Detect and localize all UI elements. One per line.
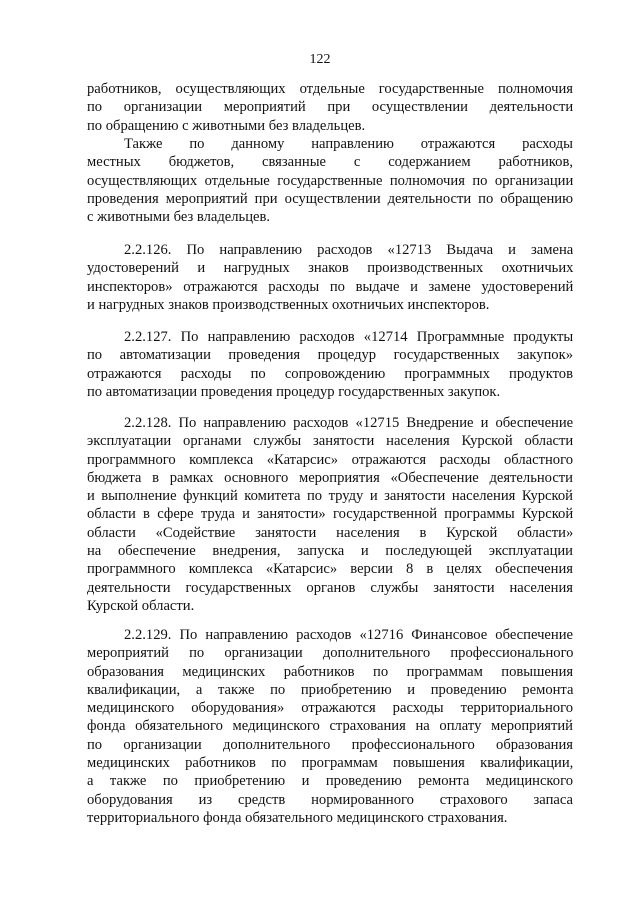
paragraph-2-2-128 bbox=[87, 414, 573, 615]
paragraph-line: медицинских работников по программам повышения квалификации, bbox=[87, 755, 574, 772]
page-number: 122 bbox=[309, 52, 331, 67]
paragraph-line: программного комплекса «Катарсис» версии 8 в целях обеспечения bbox=[87, 561, 573, 578]
paragraph-line: на обеспечение внедрения, запуска и последующей эксплуатации bbox=[87, 543, 573, 560]
paragraph-2-2-127 bbox=[87, 328, 573, 401]
paragraph-line: по обращению с животными без владельцев. bbox=[87, 117, 366, 134]
paragraph-line: мероприятий по организации дополнительного профессионального bbox=[87, 645, 574, 662]
paragraph-line: 2.2.128. По направлению расходов «12715 Внедрение и обеспечение bbox=[124, 415, 574, 431]
paragraph-line: и выполнение функций комитета по труду и занятости населения Курской bbox=[87, 488, 573, 505]
paragraph-line: а также по приобретению и проведению ремонта медицинского bbox=[87, 773, 573, 790]
paragraph-line: области «Содействие занятости населения в Курской области» bbox=[87, 524, 574, 541]
paragraph-line: оборудования из средств нормированного страхового запаса bbox=[87, 791, 573, 808]
paragraph-line: отражаются расходы по сопровождению программных продуктов bbox=[87, 365, 573, 382]
paragraph-line: деятельности государственных органов службы занятости населения bbox=[87, 579, 573, 596]
paragraph-line: программного комплекса «Катарсис» отражаются расходы областного bbox=[87, 451, 573, 468]
paragraph-2-2-126 bbox=[87, 241, 573, 314]
paragraph-line: бюджета в рамках основного мероприятия «Обеспечение деятельности bbox=[87, 469, 573, 486]
paragraph-line: 2.2.127. По направлению расходов «12714 Программные продукты bbox=[124, 329, 574, 345]
paragraph-line: образования медицинских работников по программам повышения bbox=[87, 663, 574, 680]
paragraph-line: квалификации, а также по приобретению и проведению ремонта bbox=[87, 681, 574, 698]
paragraph-also bbox=[87, 135, 573, 226]
paragraph-line: Курской области. bbox=[87, 597, 195, 614]
paragraph-line: работников, осуществляющих отдельные государственные полномочия bbox=[87, 81, 573, 97]
paragraph-line: удостоверений и нагрудных знаков производственных охотничьих bbox=[87, 260, 574, 277]
paragraph-line: инспекторов» отражаются расходы по выдаче и замене удостоверений bbox=[87, 278, 574, 295]
paragraph-line: по автоматизации проведения процедур государственных закупок. bbox=[87, 383, 501, 400]
paragraph-line: эксплуатации органами службы занятости населения Курской области bbox=[87, 433, 574, 450]
paragraph-line: местных бюджетов, связанные с содержанием работников, bbox=[87, 154, 573, 171]
paragraph-line: области в сфере труда и занятости» государственной программы Курской bbox=[87, 506, 574, 523]
paragraph-line: медицинского оборудования» отражаются расходы территориального bbox=[87, 700, 573, 717]
paragraph-continuation bbox=[87, 80, 573, 135]
paragraph-line: по организации мероприятий при осуществлении деятельности bbox=[87, 99, 574, 116]
paragraph-line: фонда обязательного медицинского страхования на оплату мероприятий bbox=[87, 718, 573, 735]
paragraph-line: по автоматизации проведения процедур государственных закупок» bbox=[87, 347, 573, 364]
paragraph-line: с животными без владельцев. bbox=[87, 209, 271, 226]
paragraph-line: Также по данному направлению отражаются расходы bbox=[124, 136, 573, 152]
paragraph-line: 2.2.129. По направлению расходов «12716 Финансовое обеспечение bbox=[124, 627, 573, 643]
paragraph-line: и нагрудных знаков производственных охотничьих инспекторов. bbox=[87, 296, 490, 313]
paragraph-2-2-129 bbox=[87, 626, 573, 827]
paragraph-line: территориального фонда обязательного медицинского страхования. bbox=[87, 809, 508, 826]
paragraph-line: проведения мероприятий при осуществлении деятельности по обращению bbox=[87, 190, 573, 207]
paragraph-line: 2.2.126. По направлению расходов «12713 Выдача и замена bbox=[124, 242, 574, 258]
paragraph-line: по организации дополнительного профессионального образования bbox=[87, 736, 573, 753]
paragraph-line: осуществляющих отдельные государственные полномочия по организации bbox=[87, 172, 574, 189]
